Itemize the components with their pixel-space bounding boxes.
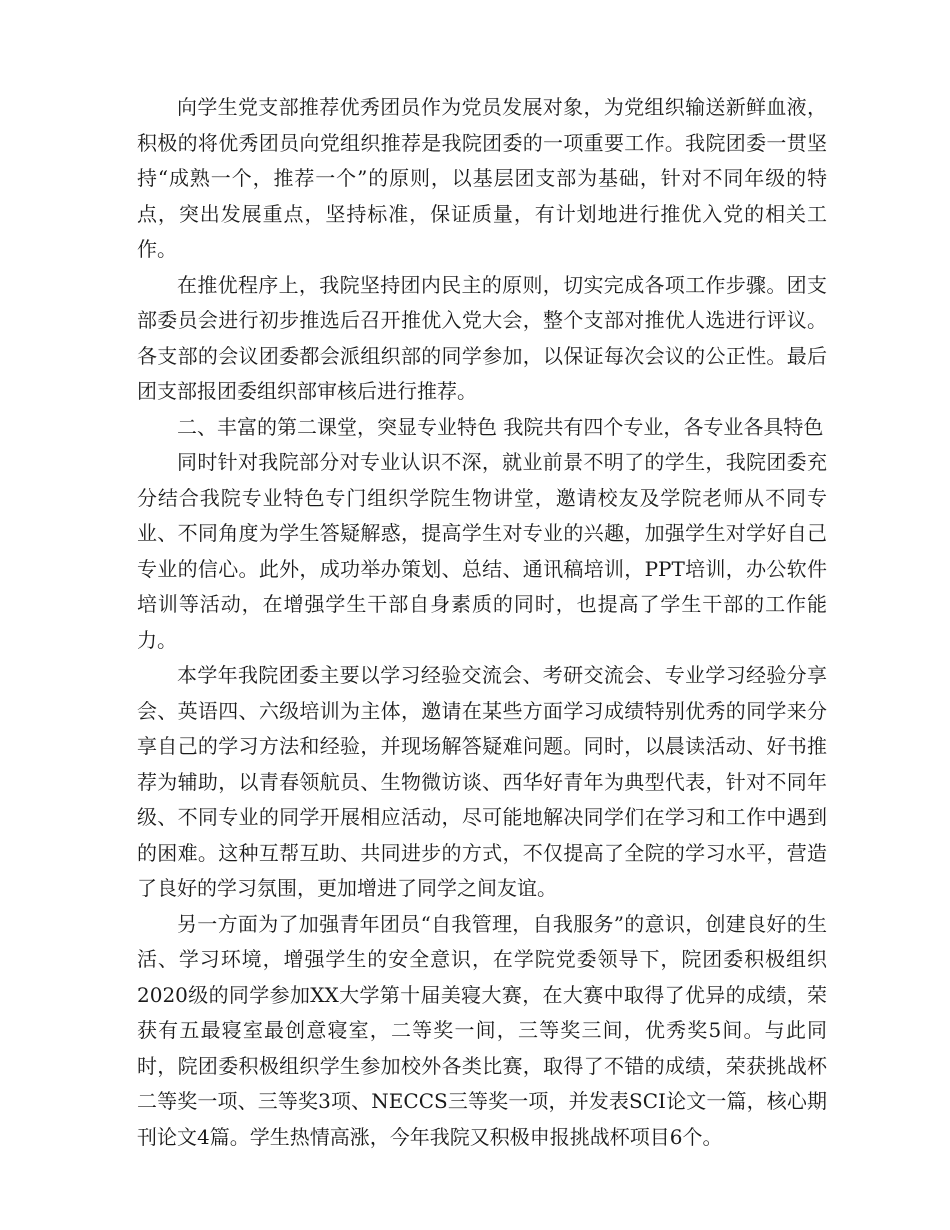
- document-body: [137, 90, 827, 1155]
- section-heading-second-classroom: 二、丰富的第二课堂，突显专业特色 我院共有四个专业，各专业各具特色: [177, 414, 824, 439]
- paragraph-dormitory-contest: 另一方面为了加强青年团员“自我管理，自我服务”的意识，创建良好的生活、学习环境，增强学生的安全意识，在学院党委领导下，院团委积极组织2020级的同学参加XX大学第十届美寝大赛，在大赛中取得了优异的成绩，荣获有五最寝室最创意寝室，二等奖一间，三等奖三间，优秀奖5间。与此同时，院团委积极组织学生参加校外各类比赛，取得了不错的成绩，荣获挑战杯二等奖一项、三等奖3项、NECCS三等奖一项，并发表SCI论文一篇，核心期刊论文4篇。学生热情高涨，今年我院又积极申报挑战杯项目6个。: [137, 911, 827, 1149]
- paragraph-career-guidance: 同时针对我院部分对专业认识不深，就业前景不明了的学生，我院团委充分结合我院专业特色专门组织学院生物讲堂，邀请校友及学院老师从不同专业、不同角度为学生答疑解惑，提高学生对专业的兴趣，加强学生对学好自己专业的信心。此外，成功举办策划、总结、通讯稿培训，PPT培训，办公软件培训等活动，在增强学生干部自身素质的同时，也提高了学生干部的工作能力。: [137, 450, 827, 652]
- paragraph-study-exchange: 本学年我院团委主要以学习经验交流会、考研交流会、专业学习经验分享会、英语四、六级培训为主体，邀请在某些方面学习成绩特别优秀的同学来分享自己的学习方法和经验，并现场解答疑难问题。同时，以晨读活动、好书推荐为辅助，以青春领航员、生物微访谈、西华好青年为典型代表，针对不同年级、不同专业的同学开展相应活动，尽可能地解决同学们在学习和工作中遇到的困难。这种互帮互助、共同进步的方式，不仅提高了全院的学习水平，营造了良好的学习氛围，更加增进了同学之间友谊。: [137, 663, 827, 900]
- paragraph-recommend-members: 向学生党支部推荐优秀团员作为党员发展对象，为党组织输送新鲜血液，积极的将优秀团员向党组织推荐是我院团委的一项重要工作。我院团委一贯坚持“成熟一个，推荐一个”的原则，以基层团支部为基础，针对不同年级的特点，突出发展重点，坚持标准，保证质量，有计划地进行推优入党的相关工作。: [137, 95, 827, 261]
- paragraph-recommend-procedure: 在推优程序上，我院坚持团内民主的原则，切实完成各项工作步骤。团支部委员会进行初步推选后召开推优入党大会，整个支部对推优人选进行评议。各支部的会议团委都会派组织部的同学参加，以保证每次会议的公正性。最后团支部报团委组织部审核后进行推荐。: [137, 272, 827, 403]
